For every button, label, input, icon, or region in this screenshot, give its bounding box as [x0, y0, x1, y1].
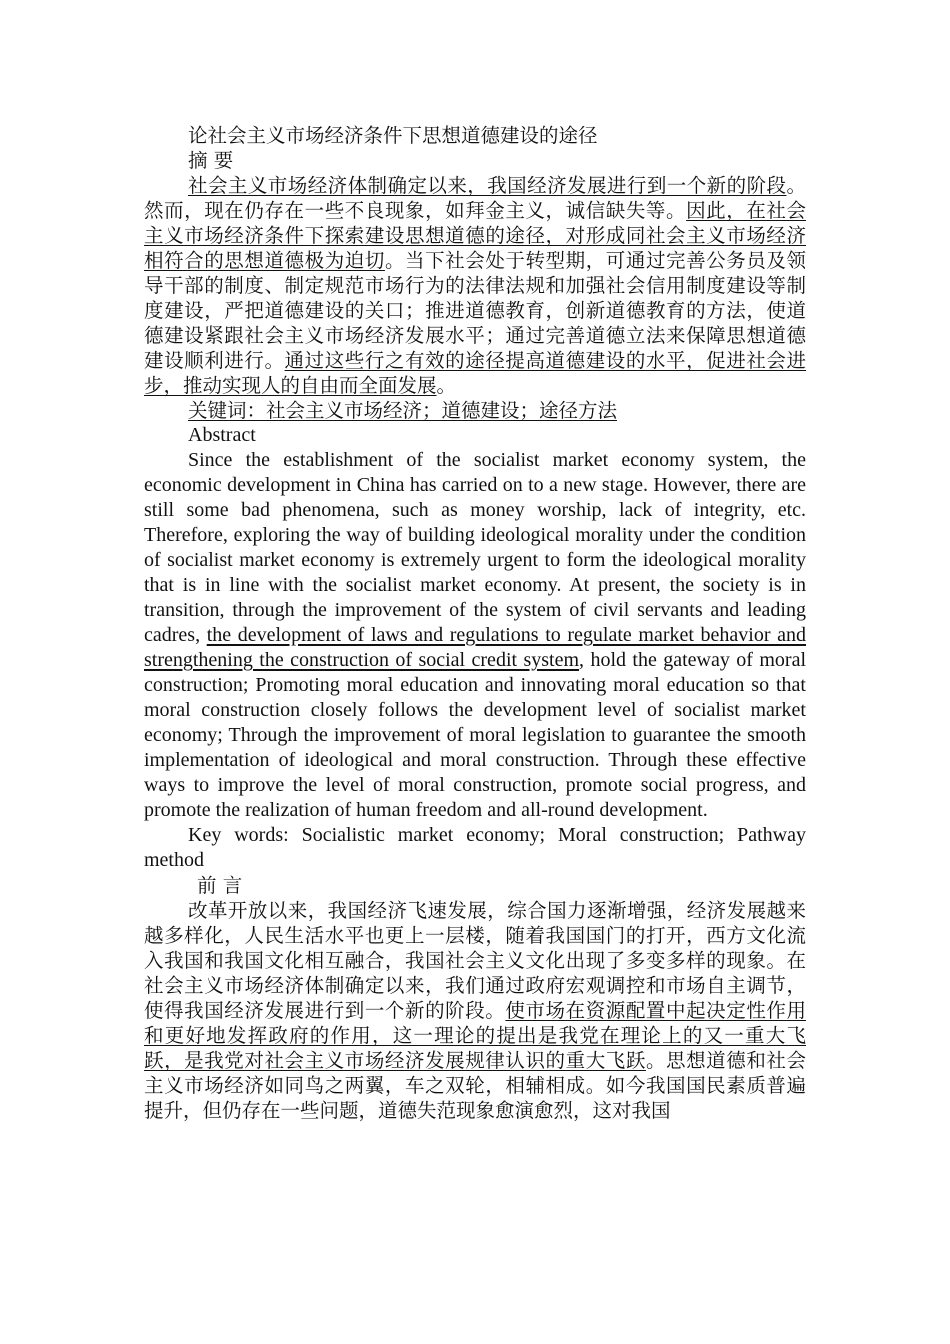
abstract-cn-underline-2: 因此，在社会主义市场经济条件下探索建设思想道德的途径，对形成同社会主义市场经济相符合的思想道德极为迫切: [144, 199, 806, 272]
preface-heading: 前 言: [197, 874, 243, 897]
abstract-cn-text-1: 。然而，现在仍存在一些不良现象，如拜金主义，诚信缺失等。: [144, 174, 806, 222]
abstract-en-text-1: Since the establishment of the socialist market economy system, the economic development in China has carried on to a new stage. However, there are still some bad phenomena, such as money worship, lack of integrity, etc. Therefore, exploring the way of building ideological morality under the condition of socialist market economy is extremely urgent to form the ideological morality that is in line with the socialist market economy. At present, the society is in transition, through the improvement of the system of civil servants and leading cadres,: [144, 449, 806, 646]
keywords-cn-line: [144, 398, 806, 423]
document-page: [144, 123, 806, 1123]
preface-text-1: 改革开放以来，我国经济飞速发展，综合国力逐渐增强，经济发展越来越多样化，人民生活水平也更上一层楼，随着我国国门的打开，西方文化流入我国和我国文化相互融合，我国社会主义文化出现了多变多样的现象。在社会主义市场经济体制确定以来，我们通过政府宏观调控和市场自主调节，使得我国经济发展进行到一个新的阶段。: [144, 899, 806, 1022]
abstract-cn-underline-1: 社会主义市场经济体制确定以来，我国经济发展进行到一个新的阶段: [188, 174, 787, 197]
abstract-en-heading: Abstract: [188, 424, 256, 446]
abstract-cn-underline-3: 通过这些行之有效的途径提高道德建设的水平，促进社会进步，推动实现人的自由而全面发展: [144, 349, 806, 397]
abstract-en-paragraph: [144, 448, 806, 823]
abstract-cn-text-2: 。当下社会处于转型期，可通过完善公务员及领导干部的制度、制定规范市场行为的法律法规和加强社会信用制度建设等制度建设，严把道德建设的关口；推进道德教育，创新道德教育的方法，使道德建设紧跟社会主义市场经济发展水平；通过完善道德立法来保障思想道德建设顺利进行。: [144, 249, 806, 372]
abstract-cn-text-3: 。: [436, 374, 457, 397]
abstract-en-text-2: , hold the gateway of moral construction; Promoting moral education and innovating moral education so that moral construction closely follows the development level of socialist market economy; Through the improvement of moral legislation to guarantee the smooth implementation of ideological and moral construction. Through these effective ways to improve the level of moral construction, promote social progress, and promote the realization of human freedom and all-round development.: [144, 649, 807, 821]
document-title: 论社会主义市场经济条件下思想道德建设的途径: [188, 124, 598, 147]
abstract-en-underline-1: the development of laws and regulations to regulate market behavior and strengthening the construction of social credit system: [144, 624, 807, 671]
abstract-cn-heading: 摘 要: [188, 149, 234, 172]
preface-text-2: 。思想道德和社会主义市场经济如同鸟之两翼，车之双轮，相辅相成。如今我国国民素质普遍提升，但仍存在一些问题，道德失范现象愈演愈烈，这对我国: [144, 1049, 806, 1122]
preface-paragraph: [144, 898, 806, 1123]
preface-underline-1: 使市场在资源配置中起决定性作用和更好地发挥政府的作用，这一理论的提出是我党在理论上的又一重大飞跃，是我党对社会主义市场经济发展规律认识的重大飞跃: [144, 999, 806, 1072]
keywords-en: Key words: Socialistic market economy; Moral construction; Pathway method: [144, 824, 806, 871]
abstract-cn-paragraph: [144, 173, 806, 398]
keywords-cn: 关键词：社会主义市场经济；道德建设；途径方法: [188, 399, 618, 422]
